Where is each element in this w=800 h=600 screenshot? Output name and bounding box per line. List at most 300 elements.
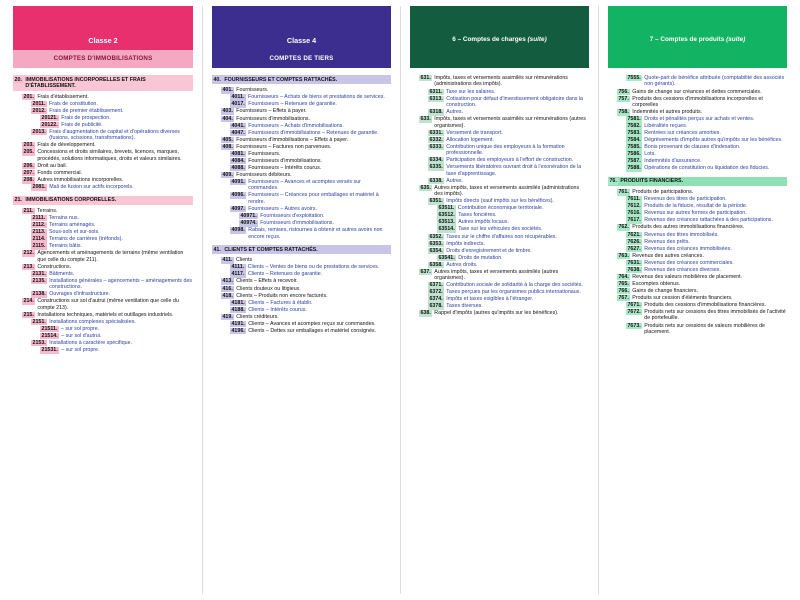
account-label: Clients [236,257,253,264]
account-label: Rappel d'impôts (autres qu'impôts sur les bénéfices). [434,310,559,317]
account-code: 21531. [41,347,58,354]
class-title-text: 6 – Comptes de charges [452,36,526,43]
account-line [212,108,391,114]
account-line [608,137,787,143]
class-title-suite: (suite) [726,36,746,43]
account-code: 6358. [429,261,443,268]
account-label: Dégrèvements d'impôts autres qu'impôts sur les bénéfices. [644,137,783,144]
account-label: Ouvrages d'infrastructure. [49,291,111,298]
account-code: 63541. [438,254,455,261]
account-label: Autres. [446,109,464,116]
account-line [608,196,787,202]
account-line [608,288,787,294]
account-label: Revenus des autres créances. [632,252,704,259]
account-code: 6372. [429,289,443,296]
account-label: Rentrées sur créances amorties. [644,130,721,137]
account-code: 416. [222,285,233,292]
account-line [608,239,787,245]
account-label: Produits des autres immobilisations financières. [632,224,745,231]
account-code: 7555. [627,75,641,81]
account-line [212,213,391,219]
account-code: 6352. [429,233,443,240]
account-label: Fournisseurs – Intérêts courus. [248,164,322,171]
account-label: Revenus des créances immobilisées. [644,245,732,252]
account-line [212,179,391,192]
account-line [13,170,193,176]
account-label: Installations générales – agencements – aménagements des constructions. [49,277,193,291]
account-label: Allocation logement. [446,136,494,143]
account-label: FOURNISSEURS ET COMPTES RATTACHÉS. [224,76,338,83]
column-classe-2 [4,6,202,594]
account-code: 767. [618,294,629,301]
account-code: 7672. [627,309,641,316]
account-line [608,151,787,157]
account-label: Fournisseurs débiteurs. [236,171,292,178]
account-code: 2112. [32,222,46,228]
account-label: Clients – Avances et acomptes reçus sur commandes. [248,320,376,327]
account-label: Clients – Intérêts courus. [248,306,307,313]
account-code: 411. [222,257,233,264]
account-line [410,89,589,95]
account-label: Fournisseurs d'immobilisations – Retenues de garantie. [248,129,379,136]
account-label: Bonis provenant de clauses d'indexation. [644,144,741,151]
account-line [212,101,391,107]
account-code: 2153. [32,340,46,347]
account-label: Rabais, remises, ristournes à obtenir et autres avoirs non encore reçus. [248,227,383,240]
account-label: Frais de publicité. [61,121,103,128]
account-label: Bâtiments. [49,270,75,277]
account-code: 2113. [32,229,46,236]
account-code: 211. [23,207,34,214]
account-label: Fournisseurs – Créances pour emballages et matériel à rendre. [248,192,379,205]
account-label: Autres impôts, taxes et versements assimilés (autres organismes). [434,268,559,282]
account-line [410,234,589,240]
account-label: Frais d'établissement. [37,93,89,100]
account-label: Droits de mutation. [458,254,503,261]
account-code: 215. [23,311,34,318]
account-code: 7582. [627,123,641,130]
account-label: Installations techniques, matériels et outillages industriels. [37,311,174,318]
account-label: Autres impôts, taxes et versements assimilés (administrations des impôts). [434,184,580,198]
account-code: 637. [420,268,431,275]
account-label: IMMOBILISATIONS CORPORELLES. [25,197,117,204]
account-code: 6311. [429,88,443,95]
account-line [212,227,391,240]
account-line [13,340,193,346]
account-line [608,158,787,164]
account-code: 208. [23,177,34,184]
account-label: Fonds commercial. [37,170,83,177]
account-code: 2012. [32,107,46,114]
account-label: Libéralités reçues. [644,123,688,130]
account-line [608,203,787,209]
account-line [13,101,193,107]
account-code: 7612. [627,203,641,210]
account-code: 7588. [627,165,641,172]
account-label: Installations à caractère spécifique. [49,340,133,347]
account-label: Clients – Dettes sur emballages et matériel consignés. [248,327,377,334]
account-line [410,310,589,316]
account-line [13,94,193,100]
account-line [212,286,391,292]
account-code: 408. [222,143,233,150]
account-section-heading [13,196,193,205]
class-title-text: 7 – Comptes de produits [649,36,725,43]
account-label: Terrains aménagés. [48,222,96,228]
class-subtitle-label: COMPTES DE TIERS [269,54,334,62]
account-code: 638. [420,310,431,317]
account-label: Clients – Produits non encore facturés. [236,292,328,299]
account-line [13,184,193,190]
account-code: 4096. [231,192,245,199]
account-label: Taxe sur les véhicules des sociétés. [458,226,543,233]
account-code: 7584. [627,137,641,144]
account-label: PRODUITS FINANCIERS. [620,178,684,185]
account-code: 2138. [32,291,46,298]
account-line [212,293,391,299]
account-label: Participation des employeurs à l'effort de construction. [446,157,574,164]
account-code: 7586. [627,151,641,158]
account-line [13,215,193,221]
account-line [410,130,589,136]
account-code: 757. [618,95,629,102]
account-line [410,185,589,198]
account-code: 631. [420,75,431,81]
account-code: 7627. [627,245,641,252]
account-line [13,122,193,128]
account-label: Indemnités d'assurance. [644,158,702,165]
account-list-classe-6 [410,75,589,317]
account-line [212,158,391,164]
class-header-7 [608,6,787,68]
account-line [608,295,787,301]
account-code: 6313. [429,95,443,102]
account-line [608,267,787,273]
account-line [13,291,193,297]
account-label: Revenus des créances diverses. [644,266,721,273]
account-line [212,307,391,313]
account-code: 763. [618,252,629,259]
account-code: 6318. [429,109,443,116]
class-header-4 [212,6,391,68]
account-label: Fournisseurs – Effets à payer. [236,108,307,115]
account-line [13,229,193,235]
account-label: Escomptes obtenus. [632,280,681,287]
account-code: 21514. [41,332,58,339]
account-line [410,241,589,247]
account-label: – sur sol propre. [61,347,100,354]
account-label: Clients – Effets à recevoir. [236,278,298,285]
account-section-heading [212,75,391,84]
account-list-classe-4 [212,75,391,334]
account-line [608,165,787,171]
account-label: Produits des cessions d'immobilisations incorporelles et corporelles [632,95,763,108]
account-section-heading [608,177,787,186]
account-code: 4111. [231,264,245,271]
account-code: 4097. [231,205,245,212]
account-line [212,137,391,143]
account-code: 6338. [429,177,443,184]
account-code: 765. [618,280,629,287]
account-line [608,144,787,150]
account-line [212,264,391,270]
account-line [410,255,589,261]
account-label: Taxes sur le chiffre d'affaires non récupérables. [446,233,557,240]
account-line [608,116,787,122]
account-line [13,326,193,332]
account-code: 212. [23,250,34,257]
account-code: 7673. [627,322,641,329]
account-line [608,96,787,109]
account-line [13,264,193,270]
account-code: 7616. [627,210,641,217]
account-code: 2135. [32,277,46,284]
account-line [212,271,391,277]
account-line [13,177,193,183]
account-label: Taxes perçues par les organismes publics internationaux. [446,289,581,296]
account-label: Fournisseurs – Factures non parvenues. [236,143,332,150]
account-label: Autres droits. [446,261,478,268]
account-label: Impôts, taxes et versements assimilés sur rémunérations (administrations des impôts). [434,75,568,88]
account-line [212,220,391,226]
account-label: Clients – Factures à établir. [248,299,313,306]
account-label: Clients créditeurs. [236,313,279,320]
account-code: 21511. [41,325,58,332]
account-line [410,144,589,157]
account-code: 2114. [32,236,46,243]
account-line [13,208,193,214]
account-label: Clients – Ventes de biens ou de prestations de services. [247,264,380,271]
account-list-classe-7 [608,75,787,335]
account-label: Impôts directs (sauf impôts sur les bénéfices). [446,198,554,205]
account-line [410,219,589,225]
account-label: – sur sol d'autrui. [61,332,102,339]
account-code: 2131. [32,270,46,277]
account-line [13,243,193,249]
account-code: 4196. [231,327,245,334]
account-line [212,314,391,320]
account-line [212,151,391,157]
account-code: 6335. [429,164,443,171]
account-code: 756. [618,88,629,95]
account-label: Revenus sur autres formes de participation. [644,210,747,217]
account-label: Produits de la fiducie, résultat de la période. [644,203,748,210]
account-code: 4017. [231,101,245,108]
account-code: 633. [420,116,431,123]
account-label: Fournisseurs – Achats de biens et prestations de services. [247,94,385,101]
account-line [13,236,193,242]
account-line [212,94,391,100]
account-label: Fournisseurs d'immobilisations. [248,157,322,164]
account-line [410,212,589,218]
account-label: Revenus des titres immobilisés. [644,231,719,238]
class-number-label: Classe 4 [286,36,317,45]
account-code: 6354. [429,247,443,254]
account-code: 4098. [231,227,245,234]
account-code: 40. [213,76,221,83]
account-label: Taxes foncières. [458,212,497,219]
account-code: 405. [222,136,233,143]
account-code: 2013. [32,128,46,135]
account-code: 762. [618,224,629,231]
account-label: Fournisseurs – Achats d'immobilisations. [248,122,344,129]
account-code: 4191. [231,320,245,327]
account-label: Agencements et aménagements de terrains (même ventilation que celle du compte 211). [37,250,184,263]
account-line [212,116,391,122]
account-code: 4041. [231,122,245,129]
account-line [410,282,589,288]
account-code: 766. [618,287,629,294]
account-code: 6378. [429,303,443,310]
account-line [212,87,391,93]
account-label: Clients douteux ou litigieux. [236,285,301,292]
account-label: Terrains nus. [48,214,79,221]
account-code: 6351. [429,198,443,205]
account-line [13,115,193,121]
account-line [13,333,193,339]
account-label: Produits nets sur cessions de valeurs mobilières de placement. [644,322,765,335]
account-code: 4117. [231,271,245,278]
account-line [608,217,787,223]
column-classe-4 [202,6,400,594]
account-line [212,144,391,150]
account-line [410,289,589,295]
account-label: Cotisation pour défaut d'investissement obligatoire dans la construction. [446,95,584,108]
account-line [608,302,787,308]
account-code: 6331. [429,129,443,136]
account-label: Quote-part de bénéfice attribuée (comptabilité des associés non gérants). [644,75,785,88]
account-line [13,149,193,162]
account-code: 21. [14,197,22,204]
account-line [13,129,193,142]
account-label: Versements libératoires ouvrant droit à l'exonération de la taxe d'apprentissage. [446,164,582,177]
account-line [410,109,589,115]
account-label: Clients – Retenues de garantie. [247,271,323,278]
account-label: Frais de constitution. [48,100,98,107]
class-subtitle-label: COMPTES D'IMMOBILISATIONS [53,54,153,62]
account-code: 764. [618,273,629,280]
account-line [608,260,787,266]
class-subtitle-band [212,50,391,68]
account-code: 401. [222,87,233,94]
account-line [608,274,787,280]
account-line [608,89,787,95]
account-code: 20. [14,76,22,83]
account-code: 6374. [429,296,443,303]
account-line [13,271,193,277]
account-line [410,116,589,129]
account-label: Constructions sur sol d'autrui (même ventilation que celle du compte 213). [37,298,179,311]
account-line [212,206,391,212]
account-line [410,248,589,254]
account-code: 20122. [41,121,58,128]
account-line [410,198,589,204]
account-code: 7671. [627,301,641,308]
account-label: Fournisseurs d'immobilisations – Effets à payer. [236,136,349,143]
account-line [608,210,787,216]
account-line [608,246,787,252]
account-line [608,130,787,136]
account-label: Frais de développement. [37,142,96,149]
account-label: Droits et pénalités perçus sur achats et ventes. [644,116,755,123]
class-header-2 [13,6,193,68]
account-label: Fournisseurs – Avances et acomptes versés sur commandes. [248,178,361,192]
account-code: 758. [618,109,629,116]
account-label: Opérations de constitution ou liquidation des fiducies. [644,165,770,172]
account-label: Autres impôts locaux. [458,219,509,226]
account-code: 4011. [231,94,245,101]
account-code: 7587. [627,158,641,165]
account-label: Fournisseurs d'immobilisations. [236,115,311,122]
account-label: Gains de change sur créances et dettes commerciales. [632,88,762,95]
account-label: Lots. [644,151,656,158]
account-line [410,164,589,177]
class-title-label [608,36,787,43]
account-line [410,137,589,143]
class-title-suite: (suite) [527,36,547,43]
account-line [410,96,589,109]
account-label: Frais d'augmentation de capital et d'opérations diverses (fusions, scissions, transformations). [49,128,180,142]
class-title-label [410,36,589,43]
account-label: Autres. [446,177,464,184]
account-code: 4188. [231,306,245,313]
account-line [608,309,787,322]
account-label: Revenus des valeurs mobilières de placement. [632,273,743,280]
account-code: 761. [618,189,629,196]
account-line [608,109,787,115]
account-label: Contribution sociale de solidarité à la charge des sociétés. [446,282,583,289]
account-label: Indemnités et autres produits. [632,109,703,116]
account-label: Autres immobilisations incorporelles. [37,177,124,184]
account-code: 207. [23,170,34,177]
account-label: Contribution économique territoriale. [457,205,544,212]
account-label: – sur sol propre. [60,325,100,332]
account-code: 7626. [627,238,641,245]
account-code: 2011. [32,100,46,107]
account-line [212,123,391,129]
account-label: Revenus des prêts. [644,238,690,245]
account-code: 7617. [627,217,641,224]
account-section-heading [13,75,193,91]
account-code: 76. [609,178,617,185]
account-code: 213. [23,263,34,270]
account-label: Frais de premier établissement. [49,107,124,114]
account-label: Produits de participations. [632,189,694,196]
account-label: Mali de fusion sur actifs incorporels. [49,184,134,191]
account-code: 205. [23,149,34,156]
account-line [13,298,193,311]
account-label: Fournisseurs – Retenues de garantie. [248,101,337,108]
account-code: 6371. [429,282,443,289]
account-label: Contribution unique des employeurs à la formation professionnelle. [446,143,565,157]
account-code: 40974. [240,220,257,227]
account-line [212,130,391,136]
account-code: 63513. [438,219,455,226]
account-code: 203. [23,142,34,149]
account-code: 201. [23,93,34,100]
account-label: Sous-sols et sur-sols. [48,229,100,236]
account-line [410,303,589,309]
account-line [212,172,391,178]
account-code: 6333. [429,143,443,150]
account-code: 20121. [41,114,58,121]
account-label: Terrains de carrières (tréfonds). [48,236,123,243]
account-label: Fournisseurs. [248,150,281,157]
class-subtitle-band [13,50,193,68]
account-line [410,205,589,211]
account-line [212,278,391,284]
account-code: 7583. [627,130,641,137]
